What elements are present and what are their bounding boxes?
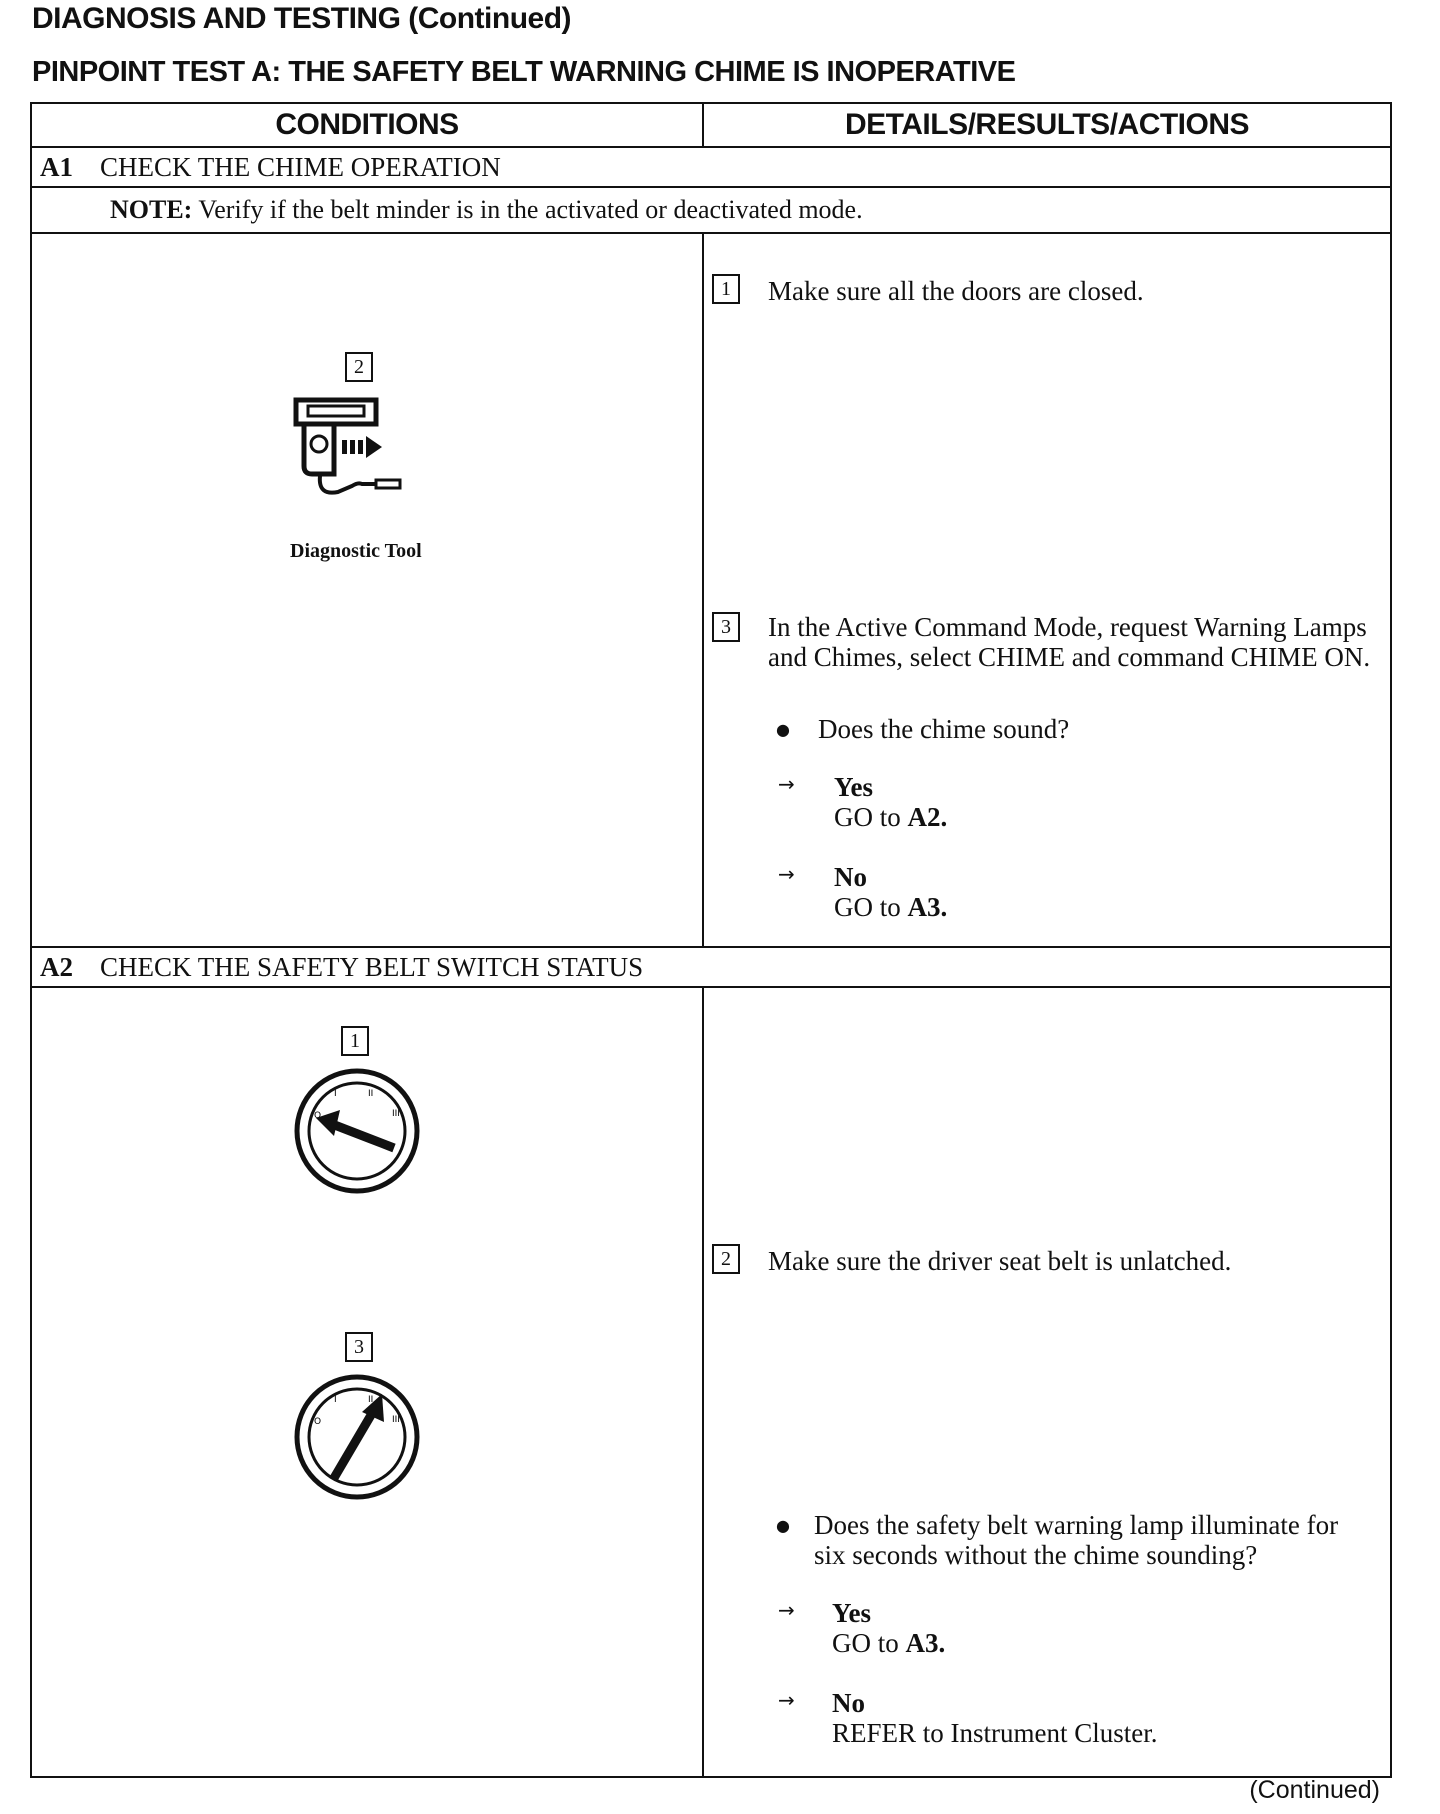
arrow-right-icon: → [778,862,795,886]
bullet-icon: ● [776,1516,790,1535]
answer-yes-action: GO to A3. [832,1628,946,1658]
svg-text:O: O [314,1417,322,1427]
step-number-box: 1 [341,1026,369,1056]
arrow-right-icon: → [778,772,795,796]
question-text: Does the chime sound? [818,714,1070,744]
answer-yes-label: Yes [832,1598,871,1628]
answer-yes-label: Yes [834,772,873,802]
a1-conditions-cell [31,233,703,947]
step-number-box: 1 [712,274,740,304]
arrow-right-icon: → [778,1598,795,1622]
page-title: DIAGNOSIS AND TESTING (Continued) [32,2,572,35]
pinpoint-test-title: PINPOINT TEST A: THE SAFETY BELT WARNING CHIME IS INOPERATIVE [32,56,1016,88]
answer-no-action: GO to A3. [834,892,948,922]
a2-details-cell [703,987,1391,1777]
svg-text:III: III [392,1109,400,1119]
answer-no-label: No [834,862,867,892]
action-text: In the Active Command Mode, request Warning Lamps and Chimes, select CHIME and command CHIME ON. [768,612,1371,672]
question-text: Does the safety belt warning lamp illuminate for six seconds without the chime sounding? [814,1510,1339,1570]
ignition-off-icon [292,1066,422,1196]
step-id: A2 [40,951,73,982]
step-a2-header [31,947,1391,987]
step-title: CHECK THE SAFETY BELT SWITCH STATUS [100,951,644,982]
conditions-header: CONDITIONS [31,103,703,147]
arrow-right-icon: → [778,1688,795,1712]
step-number-box: 3 [345,1332,373,1362]
answer-no-label: No [832,1688,865,1718]
answer-no-action: REFER to Instrument Cluster. [832,1718,1158,1748]
step-a1-header [31,147,1391,187]
step-number-box: 2 [712,1244,740,1274]
svg-text:I: I [334,1089,337,1099]
a2-conditions-cell [31,987,703,1777]
note-text: Verify if the belt minder is in the activated or deactivated mode. [198,195,863,224]
pinpoint-test-table [30,102,1392,1778]
diagnostic-tool-icon [282,396,412,506]
svg-text:III: III [392,1415,400,1425]
answer-yes-action: GO to A2. [834,802,948,832]
ignition-run-icon [292,1372,422,1502]
action-text: Make sure the driver seat belt is unlatched. [768,1246,1232,1276]
svg-text:I: I [334,1395,337,1405]
step-title: CHECK THE CHIME OPERATION [100,151,501,182]
svg-text:II: II [368,1395,374,1405]
a1-note [31,187,1391,233]
note-label: NOTE: [110,195,193,224]
step-number-box: 2 [345,352,373,382]
figure-caption: Diagnostic Tool [290,540,422,562]
bullet-icon: ● [776,720,790,739]
action-text: Make sure all the doors are closed. [768,276,1144,306]
details-header: DETAILS/RESULTS/ACTIONS [703,103,1391,147]
step-id: A1 [40,151,73,182]
continued-label: (Continued) [1249,1776,1380,1804]
svg-text:II: II [368,1089,374,1099]
a1-details-cell [703,233,1391,947]
svg-text:O: O [314,1111,322,1121]
step-number-box: 3 [712,612,740,642]
